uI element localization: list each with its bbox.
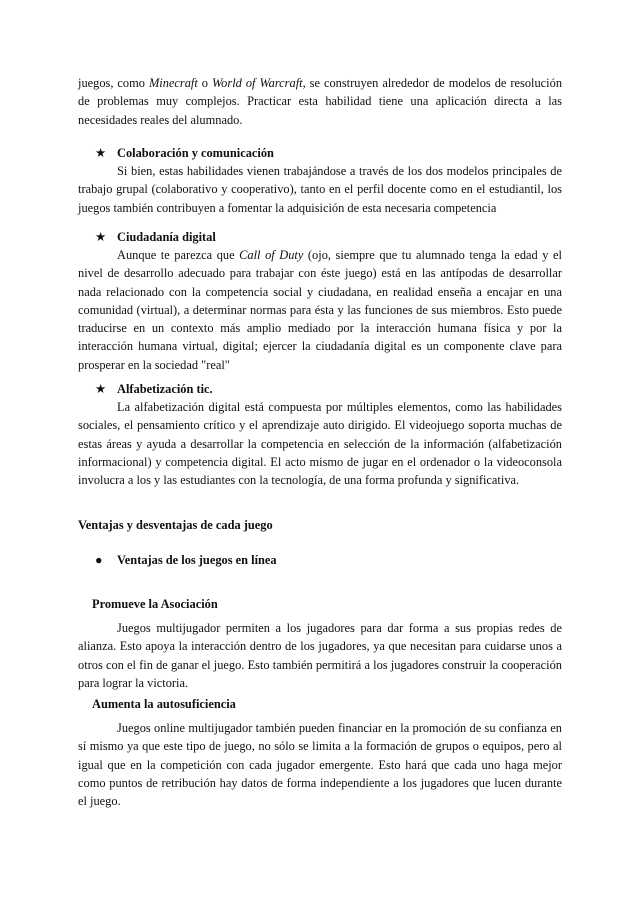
association-body: Juegos multijugador permiten a los jugadores para dar forma a sus propias redes de alianza. Esto apoya la interacción dentro de los jugadores, ya que necesitan para cuidarse unos a otros con el fin de ganar el juego. Esto también permitirá a los jugadores construir la cooperación para lograr la victoria. [78, 621, 562, 690]
section-title-block [78, 516, 562, 534]
star-bullet-icon: ★ [95, 382, 107, 396]
collaboration-heading [78, 144, 562, 162]
literacy-body: La alfabetización digital está compuesta por múltiples elementos, como las habilidades sociales, el pensamiento crítico y el aprendizaje auto dirigido. El videojuego soporta muchas de estas áreas y ayuda a desarrollar la competencia en selección de la información (alfabetización informacional) y competencia digital. El acto mismo de jugar en el ordenador o la videoconsola involucra a los y las estudiantes con la tecnología, de una forma profunda y significativa. [78, 400, 562, 488]
literacy-heading [78, 380, 562, 398]
online-advantages-heading [78, 551, 562, 569]
selfsufficiency-heading: Aumenta la autosuficiencia [92, 697, 236, 711]
intro-text-1: juegos, como [78, 76, 149, 90]
section-collaboration [78, 144, 562, 217]
literacy-heading-text: Alfabetización tic. [117, 382, 213, 396]
collaboration-heading-text: Colaboración y comunicación [117, 146, 274, 160]
citizenship-text-2: (ojo, siempre que tu alumnado tenga la edad y el nivel de desarrollo adecuado para trabajar con éste juego) está en las antípodas de desarrollar nada relacionado con la competencia social y ciudadana, en realidad enseña a encajar en una comunidad (virtual), a determinar normas para ésta y las funciones de sus miembros. Esto puede traducirse en un contexto más amplio mediado por la interacción humana física y por la interacción humana virtual, digital; ejercer la ciudadanía digital es un componente clave para prosperar en la sociedad "real" [78, 248, 562, 372]
intro-paragraph [78, 74, 562, 129]
online-advantages-block [78, 551, 562, 569]
star-bullet-icon: ★ [95, 230, 107, 244]
circle-bullet-icon: ● [95, 553, 103, 567]
section-literacy [78, 380, 562, 489]
citizenship-heading [78, 228, 562, 246]
game-title-cod: Call of Duty [239, 248, 304, 262]
game-title-wow: World of Warcraft [212, 76, 303, 90]
section-selfsufficiency [78, 695, 562, 810]
section-association [78, 595, 562, 692]
citizenship-text-1: Aunque te parezca que [117, 248, 240, 262]
collaboration-body: Si bien, estas habilidades vienen trabajándose a través de los dos modelos principales de trabajo grupal (colaborativo y cooperativo), tanto en el perfil docente como en el estudiantil, los juegos también contribuyen a fomentar la adquisición de esta necesaria competencia [78, 164, 562, 215]
section-title: Ventajas y desventajas de cada juego [78, 518, 273, 532]
selfsufficiency-body: Juegos online multijugador también pueden financiar en la promoción de su confianza en sí mismo ya que este tipo de juego, no sólo se limita a la formación de grupos o equipos, pero al igual que en la competición con cada jugador emergente. Esto hará que cada uno haga mejor como puntos de retribución hay datos de forma independiente a los jugadores que lucen durante el juego. [78, 721, 562, 809]
intro-text-3: , se construyen alrededor de modelos de resolución de problemas muy complejos. Practicar esta habilidad tiene una aplicación directa a las necesidades reales del alumnado. [78, 76, 563, 127]
star-bullet-icon: ★ [95, 146, 107, 160]
game-title-minecraft: Minecraft [148, 76, 198, 90]
citizenship-body [78, 246, 562, 374]
association-heading: Promueve la Asociación [92, 597, 218, 611]
citizenship-heading-text: Ciudadanía digital [117, 230, 216, 244]
intro-text-2: o [197, 76, 212, 90]
online-advantages-heading-text: Ventajas de los juegos en línea [117, 553, 277, 567]
section-citizenship [78, 228, 562, 374]
